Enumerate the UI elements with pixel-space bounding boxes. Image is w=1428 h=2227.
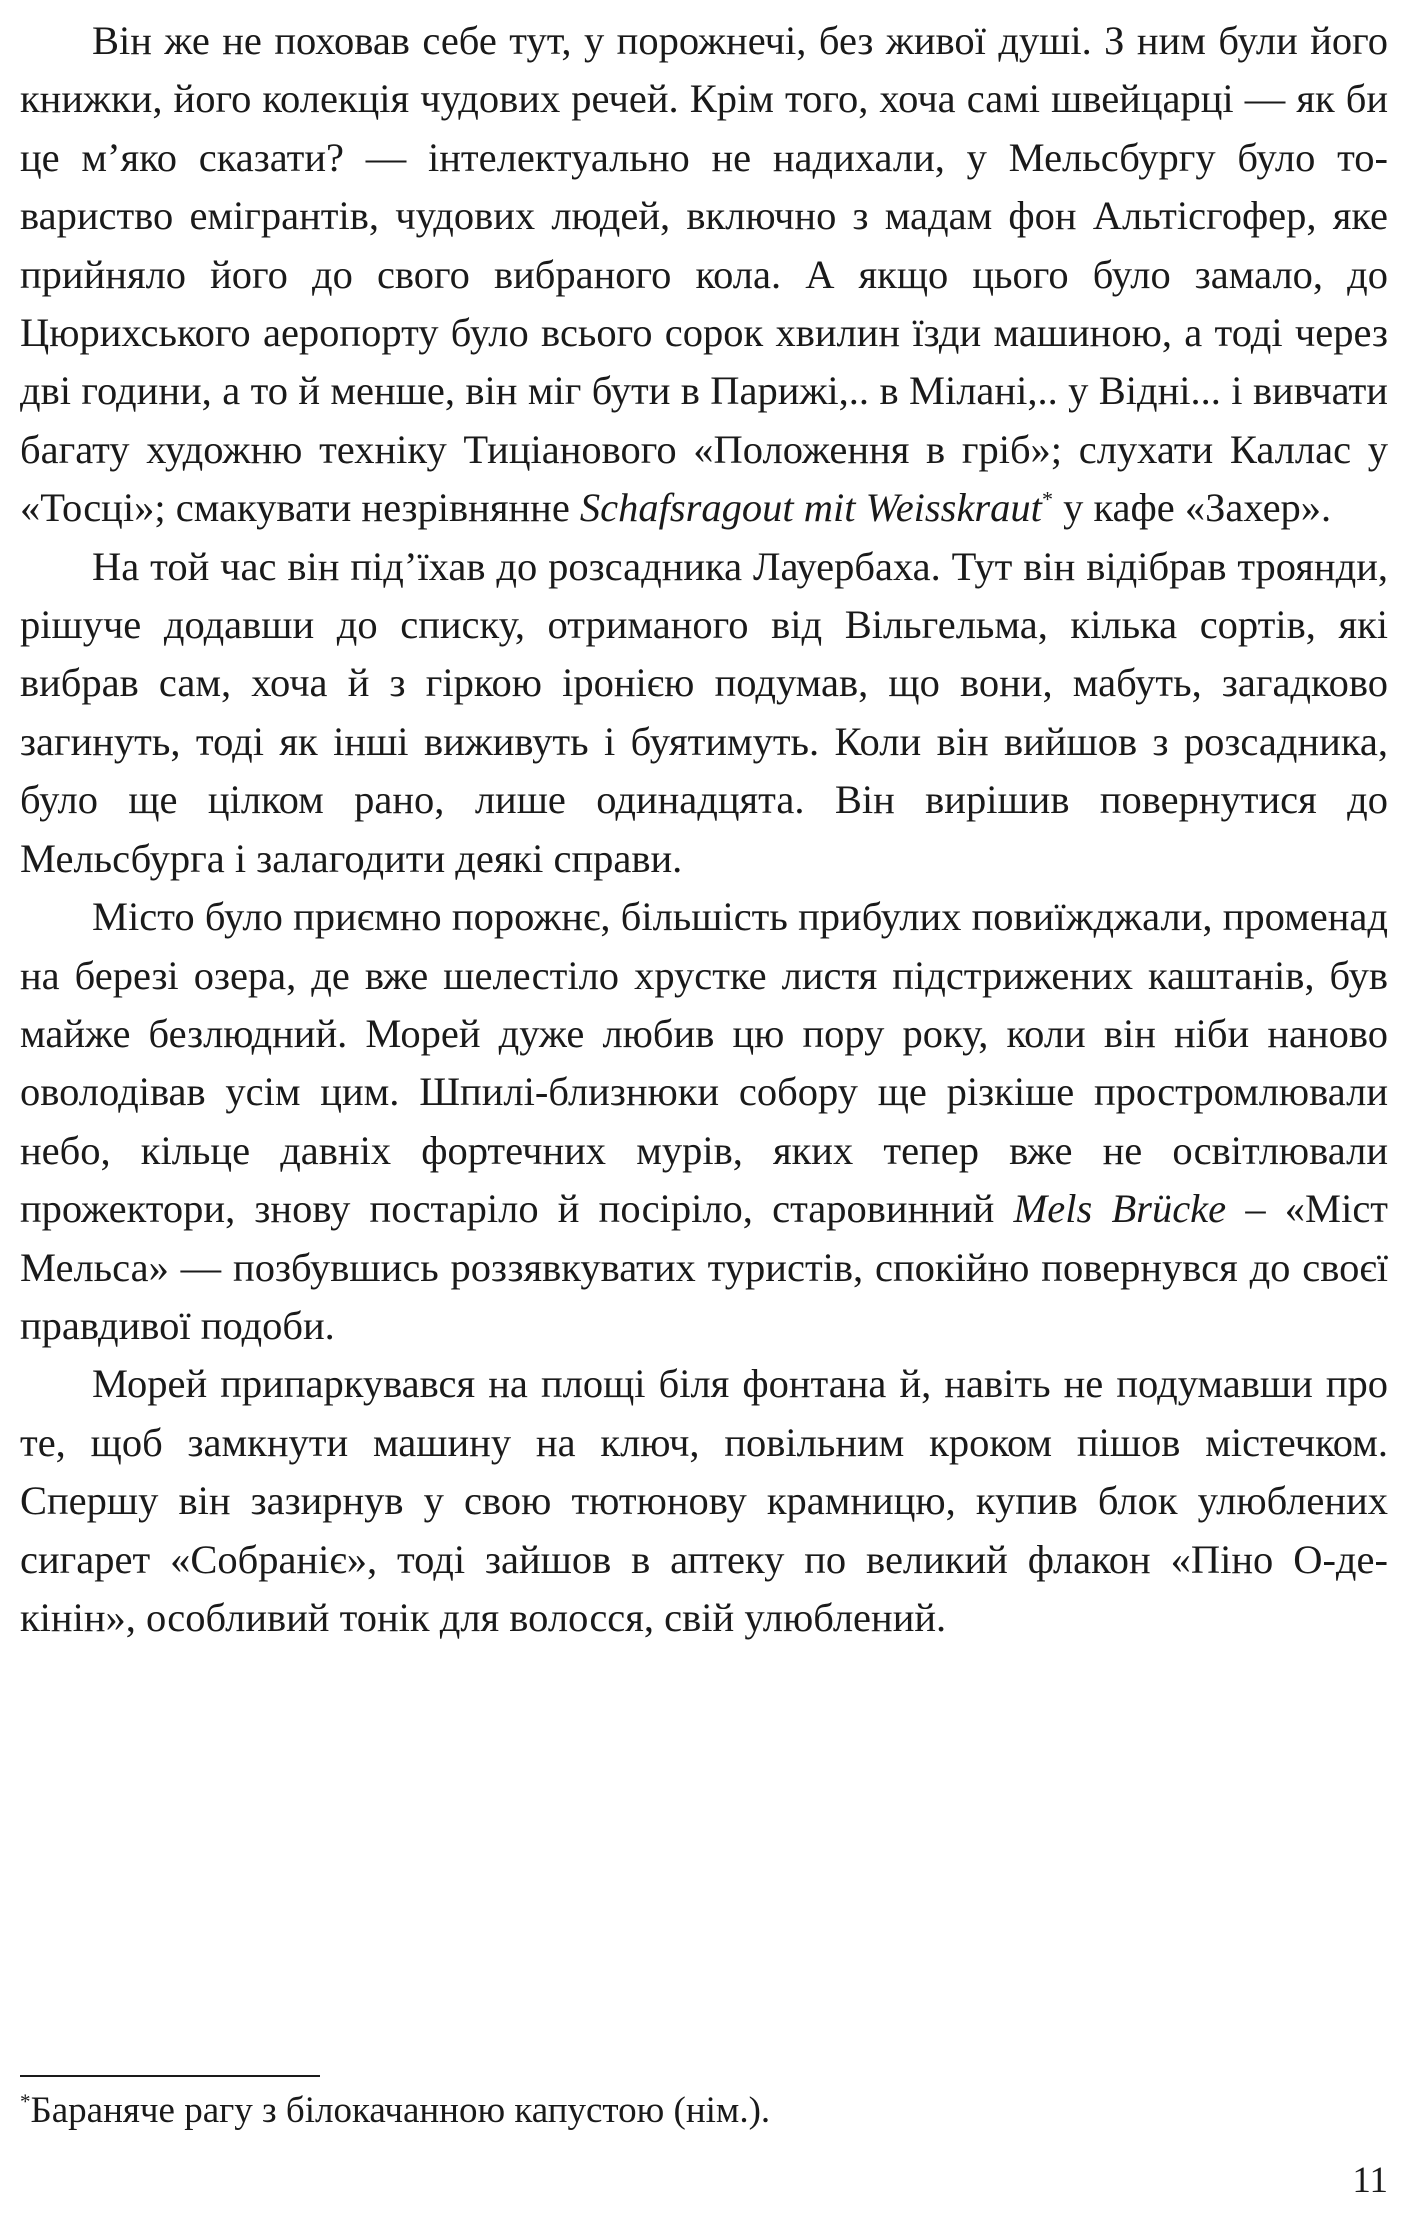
paragraph-1-text-a: Він же не поховав себе тут, у порожнечі, без живої душі. З ним були його книжки, його колекція чудових речей. Крім того, хоча самі швейцарці — як би це м’яко сказати? — інтелектуально не надихали, у Мельсбургу було товариство емігрантів, чудових людей, включно з мадам фон Альтісгофер, яке прийняло його до свого вибраного кола. А якщо цього було замало, до Цюрихського аеропорту було всього сорок хвилин їзди машиною, а тоді через дві години, а то й менше, він міг бути в Парижі,.. в Мілані,.. у Відні... і вивчати багату художню техніку Тиціанового «Положення в гріб»; слухати Каллас у «Тосці»; смакувати незрівнянне: [20, 18, 1388, 531]
paragraph-4-text: Морей припаркувався на площі біля фонтана й, навіть не подумавши про те, щоб замкнути машину на ключ, повільним кроком пішов містечком. Спершу він зазирнув у свою тютюнову крамницю, купив блок улюблених сигарет «Собраніє», тоді зайшов в аптеку по великий флакон «Піно О-де-кінін», особливий тонік для волосся, свій улюблений.: [20, 1361, 1388, 1640]
footnote-marker: *: [20, 2089, 31, 2114]
paragraph-4: [20, 1355, 1388, 1647]
footnote: [20, 2086, 770, 2136]
paragraph-1-text-b: у кафе «Захер».: [1052, 485, 1332, 531]
book-page: [20, 12, 1388, 1647]
paragraph-2: [20, 538, 1388, 888]
paragraph-3-text-b: – «Міст Мельса» — позбувшись роззявкуватих туристів, спокійно повернувся до своєї правдивої подоби.: [20, 1186, 1388, 1348]
footnote-text: Бараняче рагу з білокачанною капустою (нім.).: [30, 2090, 771, 2131]
paragraph-3-text-a: Місто було приємно порожнє, більшість прибулих повиїжджали, променад на березі озера, де вже шелестіло хрустке листя підстрижених каштанів, був майже безлюдний. Морей дуже любив цю пору року, коли він ніби наново оволодівав усім цим. Шпилі-близнюки собору ще різкіше простромлювали небо, кільце давніх фортечних мурів, яких тепер вже не освітлювали прожектори, знову постаріло й посіріло, старовинний: [20, 894, 1388, 1232]
page-number: 11: [1352, 2160, 1388, 2201]
paragraph-1: [20, 12, 1388, 538]
footnote-reference-marker: *: [1041, 486, 1053, 512]
foreign-phrase-mels-brucke: Mels Brücke: [1013, 1186, 1227, 1232]
paragraph-3: [20, 888, 1388, 1355]
footnote-divider: [20, 2075, 320, 2077]
paragraph-2-text: На той час він під’їхав до розсадника Лауербаха. Тут він відібрав троянди, рішуче додавши до списку, отриманого від Вільгельма, кілька сортів, які вибрав сам, хоча й з гіркою іронією подумав, що вони, мабуть, загадково загинуть, тоді як інші виживуть і буятимуть. Коли він вийшов з розсадника, було ще цілком рано, лише одинадцята. Він вирішив повернутися до Мельсбурга і залагодити деякі справи.: [20, 543, 1388, 881]
foreign-phrase-schafsragout: Schafsragout mit Weisskraut: [579, 485, 1042, 531]
